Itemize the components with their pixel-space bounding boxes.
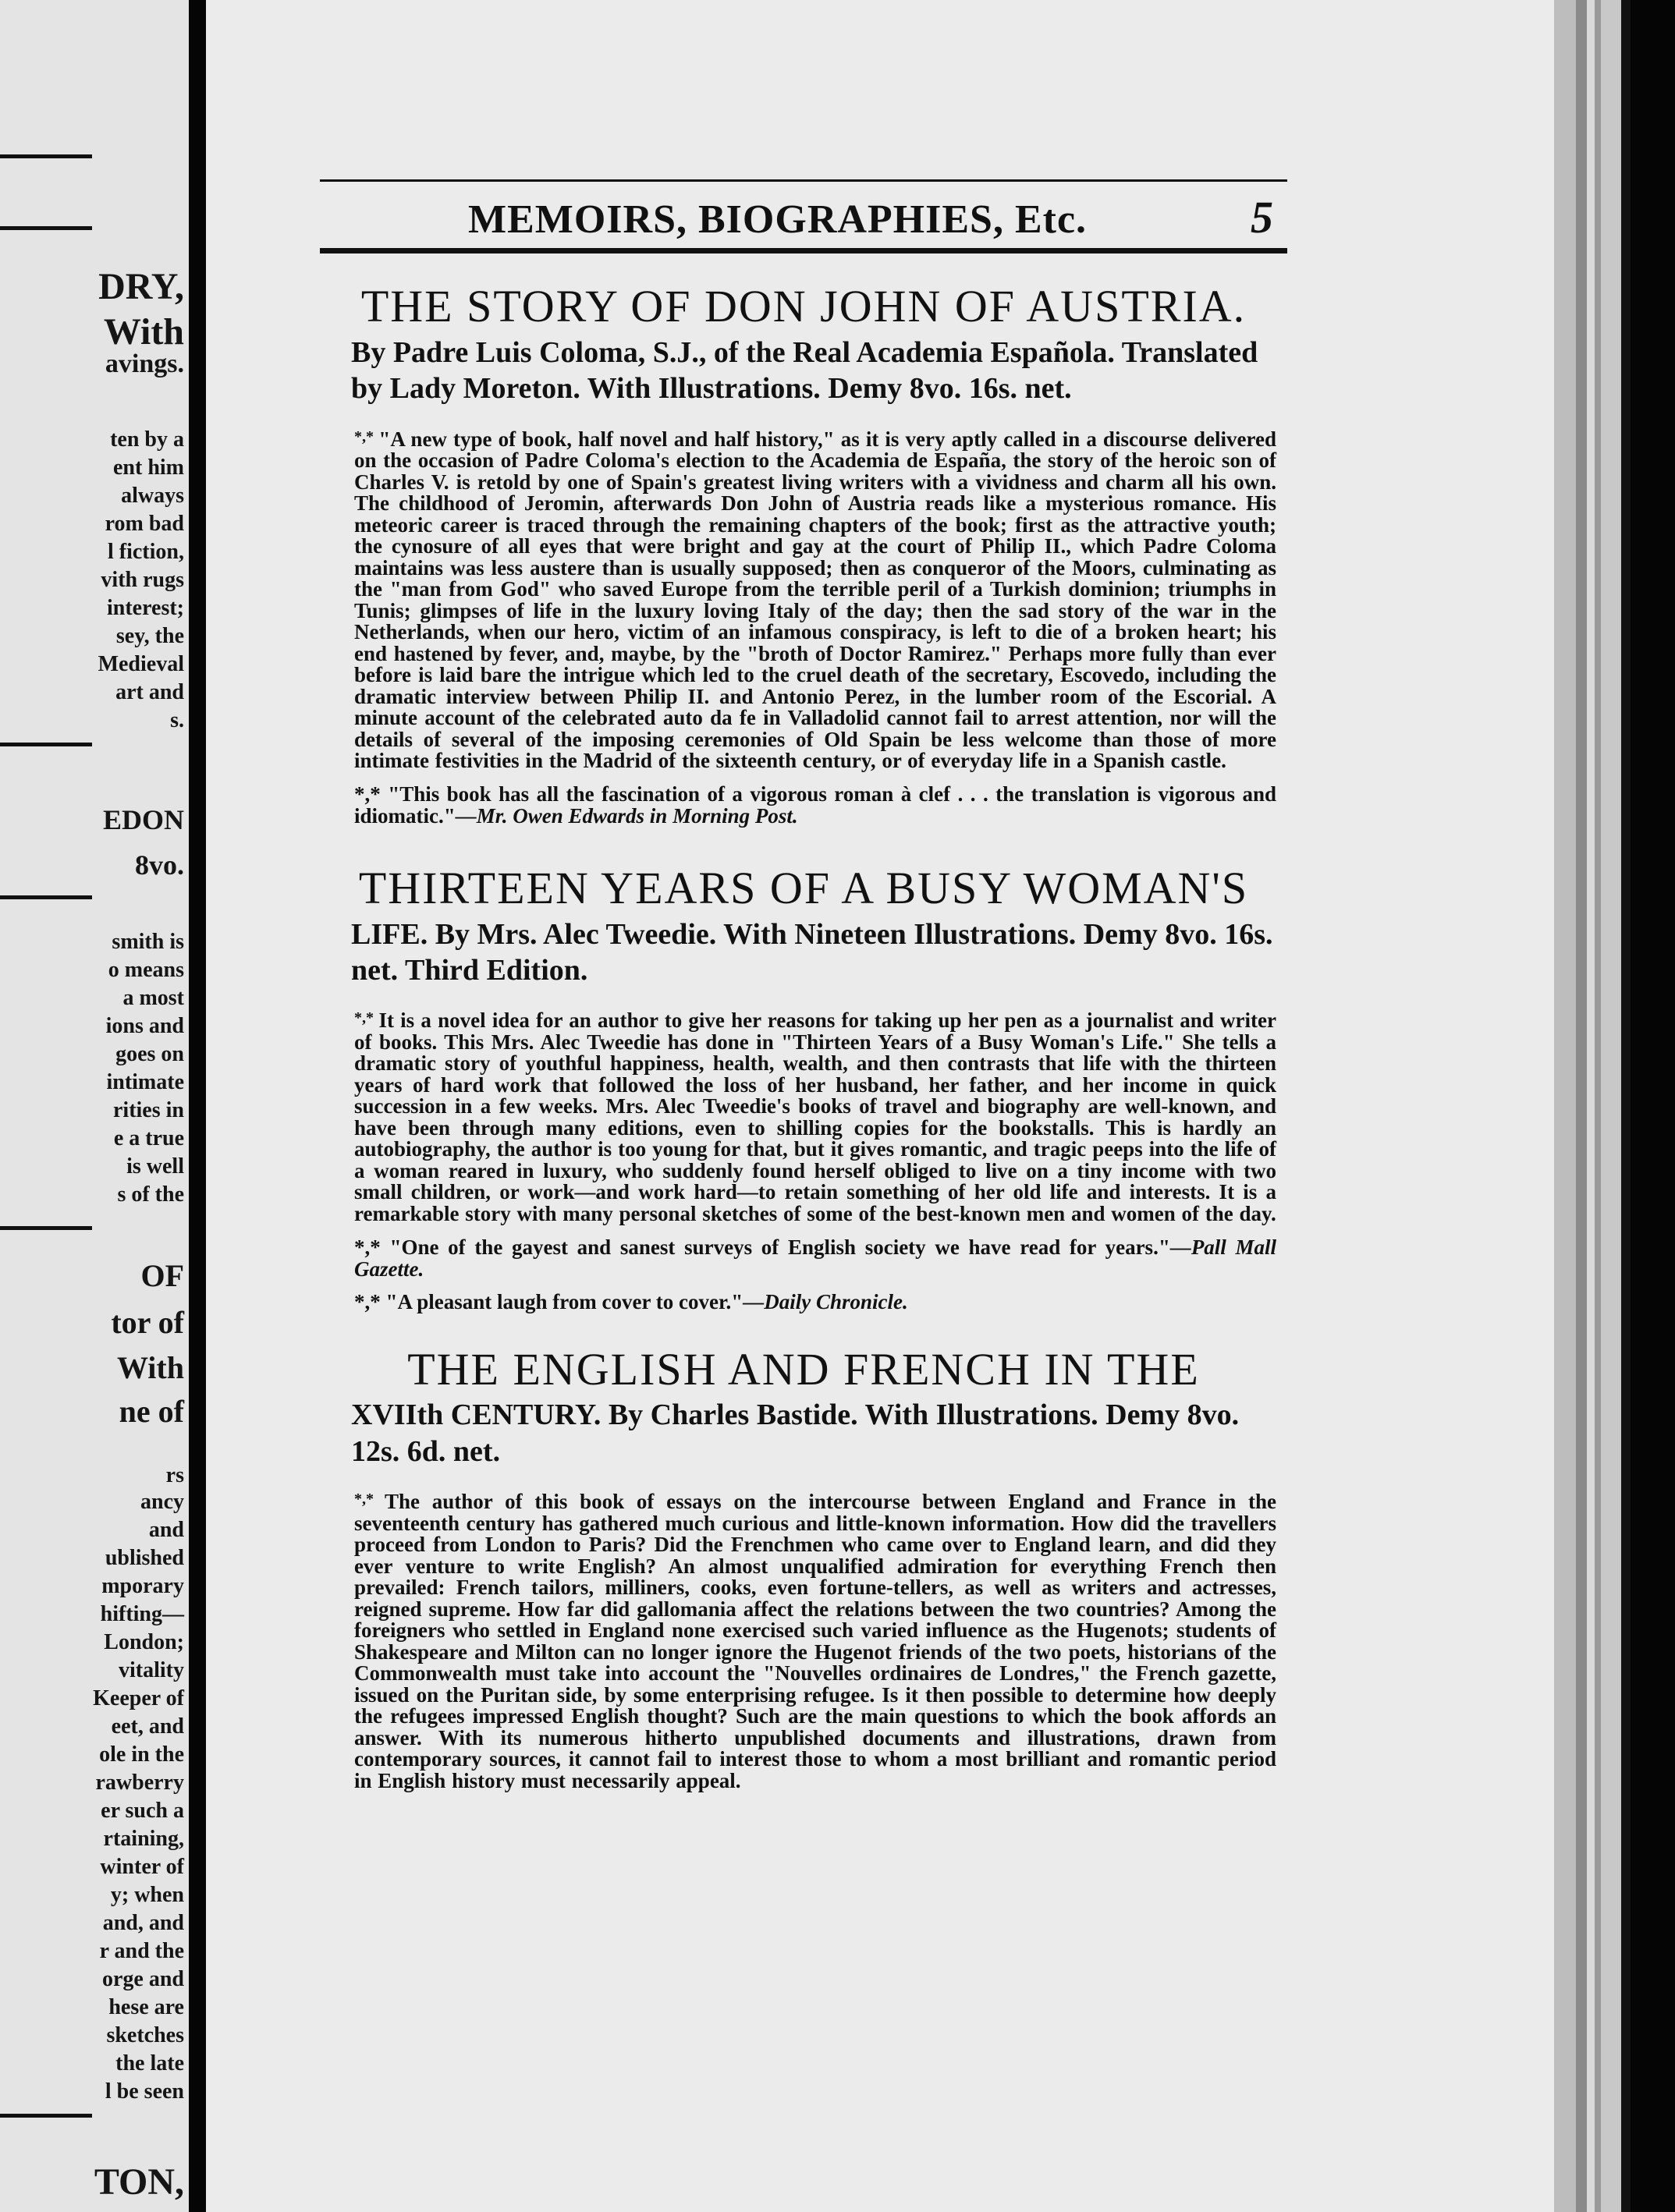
left-page-fragment: sey, the [115, 624, 184, 648]
page-edge-stripe [1587, 0, 1595, 2212]
left-page-fragment: vith rugs [101, 568, 184, 592]
entry-meta: LIFE. By Mrs. Alec Tweedie. With Nineteen Illustrations. Demy 8vo. 16s. net. Third Edition. [351, 917, 1273, 987]
left-page-fragment: TON, [94, 2161, 184, 2203]
page-edge [1554, 0, 1675, 2212]
left-page-fragment: smith is [112, 930, 184, 954]
entry-title: THE STORY OF DON JOHN OF AUSTRIA. [360, 281, 1247, 331]
review-quote: *,* "This book has all the fascination of a vigorous roman à clef . . . the translation is vigorous and idiomatic."—Mr. Owen Edwards in Morning Post. [354, 782, 1277, 828]
left-page-fragment: and [148, 1518, 184, 1542]
left-page-fragment: rtaining, [103, 1827, 184, 1851]
review-source: —Pall Mall Gazette. [354, 1235, 1277, 1281]
left-page-fragment: avings. [105, 349, 184, 378]
left-page-fragment: interest; [107, 596, 184, 620]
left-page-fragment: orge and [102, 1967, 184, 1991]
left-page-rule [0, 895, 92, 899]
book-entry [320, 1345, 1287, 1792]
asterism-mark: *,* [354, 1009, 379, 1027]
left-page-fragment: sketches [106, 2023, 184, 2047]
asterism-mark: *,* [354, 1491, 385, 1508]
left-page-fragment: er such a [101, 1799, 184, 1823]
left-page-fragment: Medieval [98, 652, 184, 676]
entries-list [320, 282, 1287, 1792]
left-page-fragment: and, and [102, 1911, 184, 1935]
left-page-fragment: a most [122, 986, 184, 1010]
left-page-fragment: eet, and [111, 1714, 184, 1739]
left-page-fragment: intimate [106, 1070, 184, 1094]
left-page-fragment: OF [140, 1258, 184, 1293]
left-page-fragment: l fiction, [108, 540, 184, 564]
review-source: —Mr. Owen Edwards in Morning Post. [455, 804, 798, 828]
entry-description: *,* It is a novel idea for an author to give her reasons for taking up her pen as a journalist and writer of books. This Mrs. Alec Tweedie has done in "Thirteen Years of a Busy Woman's Life." She tells a dramatic story of youthful happiness, health, wealth, and then contrasts that life with the thirteen years of hard work that followed the loss of her husband, her father, and her income in quick succession in a few weeks. Mrs. Alec Tweedie's books of travel and biography are well-known, and have been through many editions, even to shilling copies for the bookstalls. This is hardly an autobiography, the author is too young for that, but it gives romantic, and tragic peeps into the life of a woman reared in luxury, who suddenly found herself obliged to live on a tiny income with two small children, or work—and work hard—to retain something of her old life and interests. It is a remarkable story with many personal sketches of some of the best-known men and women of the day. [354, 1009, 1276, 1225]
left-page-fragment: is well [126, 1154, 184, 1179]
page-edge-stripe [1631, 0, 1675, 2212]
left-page-fragment: o means [108, 958, 184, 982]
asterism-mark: *,* [354, 1290, 386, 1314]
book-page [206, 0, 1554, 2212]
left-page-rule [0, 2114, 92, 2118]
page-edge-stripe [1554, 0, 1576, 2212]
book-entry [320, 282, 1287, 828]
page-edge-stripe [1576, 0, 1587, 2212]
left-page-fragment: 8vo. [135, 849, 184, 881]
left-page-rule [0, 154, 92, 158]
left-page-fragment: ne of [119, 1394, 184, 1429]
left-page-fragment: r and the [99, 1939, 184, 1963]
left-page-rule [0, 226, 92, 230]
left-page-fragment: ten by a [110, 427, 184, 452]
head-rule [320, 248, 1287, 253]
running-head [320, 182, 1287, 248]
left-page-fragment: y; when [110, 1883, 184, 1907]
left-page-fragment: hifting— [100, 1602, 184, 1626]
left-page-fragment: ole in the [99, 1742, 184, 1767]
entry-meta: XVIIth CENTURY. By Charles Bastide. With Illustrations. Demy 8vo. 12s. 6d. net. [351, 1398, 1240, 1468]
left-page-fragment: rawberry [95, 1771, 184, 1795]
asterism-mark: *,* [354, 782, 389, 806]
left-page-fragment: s. [170, 708, 184, 732]
page-edge-stripe [1595, 0, 1601, 2212]
left-page-fragment: s of the [117, 1182, 184, 1207]
left-page-fragment: ions and [105, 1014, 184, 1038]
left-page-fragment: art and [115, 680, 184, 704]
left-page-fragment: rom bad [105, 512, 184, 536]
left-page-fragment: London; [104, 1630, 184, 1654]
left-page-fragment: hese are [108, 1995, 184, 2019]
left-page-fragment: Keeper of [93, 1686, 184, 1710]
review-quote: *,* "One of the gayest and sanest surveys of English society we have read for years."—Pall Mall Gazette. [354, 1235, 1277, 1281]
review-quote: *,* "A pleasant laugh from cover to cover."—Daily Chronicle. [354, 1290, 908, 1314]
left-page-rule [0, 1226, 92, 1230]
entry-title: THIRTEEN YEARS OF A BUSY WOMAN'S [358, 862, 1249, 913]
asterism-mark: *,* [354, 427, 379, 445]
entry-description: *,* The author of this book of essays on the intercourse between England and France in the seventeenth century has gathered much curious and little-known information. How did the travellers proceed from London to Paris? Did the Frenchmen who came over to England learn, and did they ever venture to write English? An almost unqualified admiration for everything French then prevailed: French tailors, milliners, cooks, even fortune-tellers, as well as writers and actresses, reigned supreme. How far did gallomania affect the relations between the two countries? Among the foreigners who settled in England none exercised such varied influence as the Hugenots; students of Shakespeare and Milton can no longer ignore the Hugenot friends of the two poets, historians of the Commonwealth must take into account the "Nouvelles ordinaires de Londres," the French gazette, issued on the Puritan side, by some enterprising refugee. Is it then possible to determine how deeply the refugees impressed English thought? Such are the main questions to which the book affords an answer. With its numerous hitherto unpublished documents and illustrations, drawn from contemporary sources, it cannot fail to interest those to whom a most brilliant and romantic period in English history must necessarily appeal. [354, 1490, 1276, 1792]
entry-description: *,* "A new type of book, half novel and half history," as it is very aptly called in a discourse delivered on the occasion of Padre Coloma's election to the Academia de España, the story of the heroic son of Charles V. is retold by one of Spain's greatest living writers with a vividness and charm all his own. The childhood of Jeromin, afterwards Don John of Austria reads like a mysterious romance. His meteoric career is traced through the remaining chapters of the book; first as the attractive youth; the cynosure of all eyes that were bright and gay at the court of Philip II., which Padre Coloma maintains was less austere than is usually supposed; then as conqueror of the Moors, culminating as the "man from God" who saved Europe from the terrible peril of a Turkish dominion; triumphs in Tunis; glimpses of life in the luxury loving Italy of the day; then the sad story of the war in the Netherlands, when our hero, victim of an infamous conspiracy, is left to die of a broken heart; his end hastened by fever, and, maybe, by the "broth of Doctor Ramirez." Perhaps more fully than ever before is laid bare the intrigue which led to the cruel death of the secretary, Escovedo, including the dramatic interview between Philip II. and Antonio Perez, in the lumber room of the Escorial. A minute account of the celebrated auto da fe in Valladolid cannot fail to arrest attention, nor will the details of several of the imposing ceremonies of Old Spain be less welcome than those of more intimate festivities in the Madrid of the sixteenth century, or of everyday life in a Spanish castle. [354, 427, 1276, 773]
page-edge-stripe [1621, 0, 1631, 2212]
left-page-fragment: mporary [101, 1574, 184, 1598]
left-page-fragment: vitality [119, 1658, 184, 1682]
book-entry [320, 863, 1287, 1313]
left-page-fragment: e a true [113, 1126, 184, 1150]
page-content [320, 179, 1287, 1792]
left-page-fragment: the late [115, 2051, 184, 2076]
left-page-rule [0, 743, 92, 746]
left-page-fragment: DRY, [98, 266, 184, 307]
left-page-fragment: l be seen [105, 2079, 184, 2104]
left-page-fragment: With [103, 311, 184, 353]
left-page-fragment: rities in [113, 1098, 184, 1122]
left-page-fragment: ent him [113, 456, 184, 480]
left-page-fragment: With [117, 1350, 184, 1385]
page-edge-stripe [1601, 0, 1621, 2212]
left-page-fragment: ancy [140, 1490, 184, 1514]
previous-page-strip [0, 0, 189, 2212]
left-page-fragment: always [121, 484, 184, 508]
left-page-fragment: tor of [111, 1305, 184, 1340]
review-source: —Daily Chronicle. [743, 1290, 908, 1314]
left-page-fragment: rs [165, 1463, 184, 1487]
entry-title: THE ENGLISH AND FRENCH IN THE [407, 1343, 1200, 1395]
left-page-fragment: winter of [100, 1855, 184, 1879]
entry-meta: By Padre Luis Coloma, S.J., of the Real Academia Española. Translated by Lady Moreton. With Illustrations. Demy 8vo. 16s. net. [351, 335, 1258, 406]
left-page-fragment: goes on [115, 1042, 184, 1066]
left-page-fragment: ublished [105, 1546, 184, 1570]
running-head-title: MEMOIRS, BIOGRAPHIES, Etc. [468, 197, 1088, 242]
page-number: 5 [1251, 192, 1273, 243]
asterism-mark: *,* [354, 1235, 390, 1259]
left-page-fragment: EDON [102, 804, 184, 835]
book-gutter [189, 0, 206, 2212]
